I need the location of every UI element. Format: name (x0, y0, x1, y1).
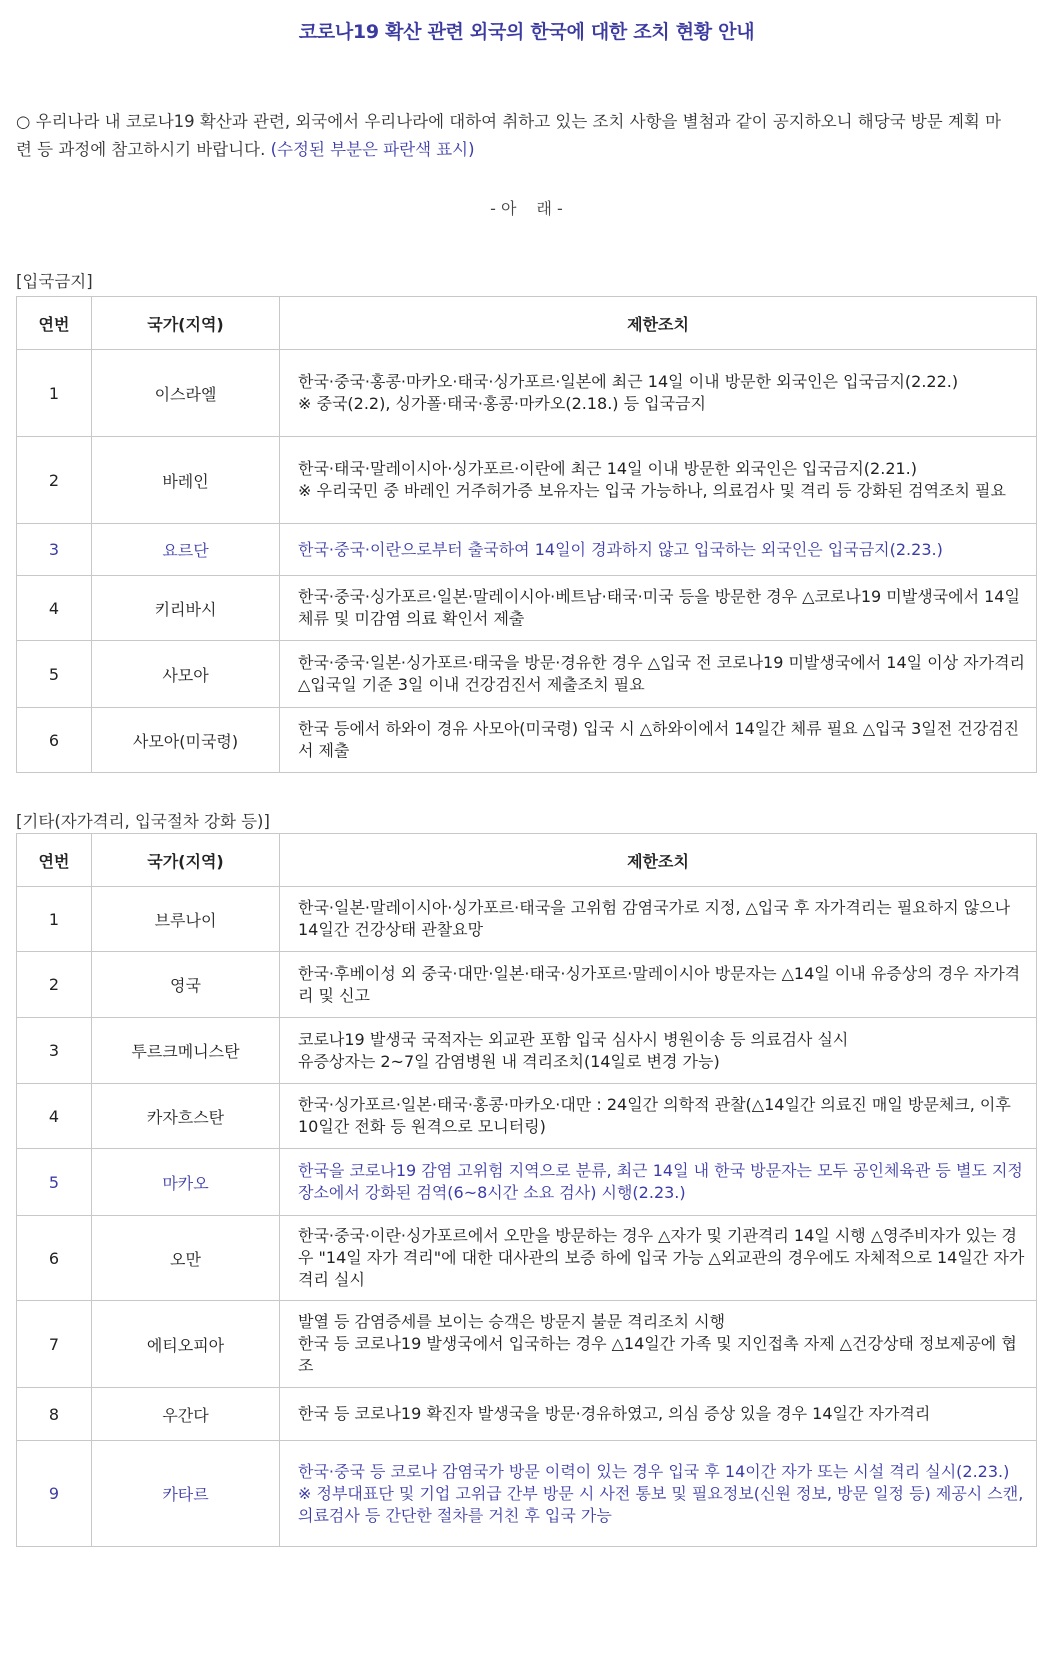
table-row (17, 576, 1037, 641)
row-country: 영국 (92, 952, 280, 1018)
measure-line: 한국·일본·말레이시아·싱가포르·태국을 고위험 감염국가로 지정, △입국 후 자가격리는 필요하지 않으나 14일간 건강상태 관찰요망 (298, 898, 1011, 939)
row-country: 카타르 (92, 1441, 280, 1547)
measure-line: ※ 정부대표단 및 기업 고위급 간부 방문 시 사전 통보 및 필요정보(신원 정보, 방문 일정 등) 제공시 스캔, 의료검사 등 간단한 절차를 거친 후 입국 가능 (298, 1483, 1024, 1525)
row-number: 2 (17, 437, 92, 524)
row-number: 5 (17, 1149, 92, 1216)
table-row (17, 952, 1037, 1018)
row-measure (280, 1018, 1037, 1084)
measure-line: 한국 등에서 하와이 경유 사모아(미국령) 입국 시 △하와이에서 14일간 체류 필요 △입국 3일전 건강검진서 제출 (298, 719, 1020, 760)
table-row (17, 1388, 1037, 1441)
row-measure (280, 350, 1037, 437)
entry-ban-table (16, 296, 1037, 773)
intro-paragraph (16, 108, 1016, 164)
modified-note: (수정된 부분은 파란색 표시) (270, 140, 475, 159)
measure-line: 한국·중국·이란으로부터 출국하여 14일이 경과하지 않고 입국하는 외국인은 입국금지(2.23.) (298, 539, 943, 559)
row-number: 1 (17, 887, 92, 952)
table-header-row (17, 297, 1037, 350)
measure-line: 한국 등 코로나19 발생국에서 입국하는 경우 △14일간 가족 및 지인접촉 자제 △건강상태 정보제공에 협조 (298, 1334, 1017, 1375)
measure-line: 한국 등 코로나19 확진자 발생국을 방문·경유하였고, 의심 증상 있을 경우 14일간 자가격리 (298, 1404, 931, 1423)
table-row (17, 1018, 1037, 1084)
measure-line: 한국을 코로나19 감염 고위험 지역으로 분류, 최근 14일 내 한국 방문자는 모두 공인체육관 등 별도 지정장소에서 강화된 검역(6~8시간 소요 검사) 시행(2.23.) (298, 1161, 1023, 1202)
row-country: 카자흐스탄 (92, 1084, 280, 1149)
row-measure (280, 887, 1037, 952)
row-number: 3 (17, 524, 92, 576)
measure-line: 한국·중국·일본·싱가포르·태국을 방문·경유한 경우 △입국 전 코로나19 미발생국에서 14일 이상 자가격리 △입국일 기준 3일 이내 건강검진서 제출조치 필요 (298, 653, 1026, 694)
ah-left: - 아 (490, 199, 517, 218)
table-header-row (17, 834, 1037, 887)
table-row (17, 1301, 1037, 1388)
table-row (17, 1084, 1037, 1149)
measure-line: 유증상자는 2~7일 감염병원 내 격리조치(14일로 변경 가능) (298, 1051, 720, 1071)
row-measure (280, 524, 1037, 576)
row-country: 바레인 (92, 437, 280, 524)
row-country: 우간다 (92, 1388, 280, 1441)
measure-line: ※ 우리국민 중 바레인 거주허가증 보유자는 입국 가능하나, 의료검사 및 격리 등 강화된 검역조치 필요 (298, 481, 1006, 500)
intro-text: ○ 우리나라 내 코로나19 확산과 관련, 외국에서 우리나라에 대하여 취하고 있는 조치 사항을 별첨과 같이 공지하오니 해당국 방문 계획 마련 등 과정에 참고하시기 바랍니다. (16, 112, 1002, 159)
row-country: 사모아(미국령) (92, 708, 280, 773)
measure-line: 코로나19 발생국 국적자는 외교관 포함 입국 심사시 병원이송 등 의료검사 실시 (298, 1029, 849, 1049)
table-row (17, 1149, 1037, 1216)
header-country: 국가(지역) (92, 297, 280, 350)
row-country: 마카오 (92, 1149, 280, 1216)
row-measure (280, 1216, 1037, 1301)
measure-line: 발열 등 감염증세를 보이는 승객은 방문지 불문 격리조치 시행 (298, 1312, 726, 1331)
table-row (17, 708, 1037, 773)
table-row (17, 437, 1037, 524)
measure-line: 한국·중국 등 코로나 감염국가 방문 이력이 있는 경우 입국 후 14이간 자가 또는 시설 격리 실시(2.23.) (298, 1461, 1010, 1481)
table-row (17, 887, 1037, 952)
ah-divider (0, 196, 1053, 219)
measure-line: 한국·후베이성 외 중국·대만·일본·태국·싱가포르·말레이시아 방문자는 △14일 이내 유증상의 경우 자가격리 및 신고 (298, 963, 1021, 1005)
header-num: 연번 (17, 834, 92, 887)
other-measures-table (16, 833, 1037, 1547)
header-num: 연번 (17, 297, 92, 350)
row-number: 3 (17, 1018, 92, 1084)
row-country: 브루나이 (92, 887, 280, 952)
table-row (17, 1441, 1037, 1547)
measure-line: 한국·중국·이란·싱가포르에서 오만을 방문하는 경우 △자가 및 기관격리 14일 시행 △영주비자가 있는 경우 "14일 자가 격리"에 대한 대사관의 보증 하에 입국 가능 △외교관의 경우에도 자체적으로 14일간 자가 격리 실시 (298, 1226, 1025, 1289)
row-measure (280, 952, 1037, 1018)
row-measure (280, 641, 1037, 708)
header-measure: 제한조치 (280, 834, 1037, 887)
row-number: 9 (17, 1441, 92, 1547)
measure-line: ※ 중국(2.2), 싱가폴·태국·홍콩·마카오(2.18.) 등 입국금지 (298, 394, 706, 413)
ah-right: 래 - (536, 199, 563, 218)
row-number: 6 (17, 708, 92, 773)
row-number: 2 (17, 952, 92, 1018)
table-row (17, 641, 1037, 708)
section-other-label: [기타(자가격리, 입국절차 강화 등)] (16, 812, 270, 831)
row-measure (280, 576, 1037, 641)
row-measure (280, 1149, 1037, 1216)
row-country: 오만 (92, 1216, 280, 1301)
row-measure (280, 437, 1037, 524)
table-row (17, 1216, 1037, 1301)
row-measure (280, 1388, 1037, 1441)
row-country: 사모아 (92, 641, 280, 708)
measure-line: 한국·중국·싱가포르·일본·말레이시아·베트남·태국·미국 등을 방문한 경우 △코로나19 미발생국에서 14일 체류 및 미감염 의료 확인서 제출 (298, 587, 1020, 628)
page-title: 코로나19 확산 관련 외국의 한국에 대한 조치 현황 안내 (298, 21, 755, 43)
row-number: 1 (17, 350, 92, 437)
row-number: 5 (17, 641, 92, 708)
row-measure (280, 1301, 1037, 1388)
row-country: 투르크메니스탄 (92, 1018, 280, 1084)
row-measure (280, 1441, 1037, 1547)
section-entry-ban-label: [입국금지] (16, 272, 93, 291)
row-measure (280, 1084, 1037, 1149)
table-row (17, 524, 1037, 576)
row-number: 4 (17, 1084, 92, 1149)
row-country: 이스라엘 (92, 350, 280, 437)
table-row (17, 350, 1037, 437)
header-measure: 제한조치 (280, 297, 1037, 350)
measure-line: 한국·중국·홍콩·마카오·태국·싱가포르·일본에 최근 14일 이내 방문한 외국인은 입국금지(2.22.) (298, 372, 959, 391)
row-country: 요르단 (92, 524, 280, 576)
row-number: 7 (17, 1301, 92, 1388)
row-measure (280, 708, 1037, 773)
header-country: 국가(지역) (92, 834, 280, 887)
row-country: 에티오피아 (92, 1301, 280, 1388)
measure-line: 한국·태국·말레이시아·싱가포르·이란에 최근 14일 이내 방문한 외국인은 입국금지(2.21.) (298, 459, 918, 478)
row-number: 6 (17, 1216, 92, 1301)
row-country: 키리바시 (92, 576, 280, 641)
row-number: 4 (17, 576, 92, 641)
measure-line: 한국·싱가포르·일본·태국·홍콩·마카오·대만 : 24일간 의학적 관찰(△14일간 의료진 매일 방문체크, 이후 10일간 전화 등 원격으로 모니터링) (298, 1095, 1011, 1136)
row-number: 8 (17, 1388, 92, 1441)
